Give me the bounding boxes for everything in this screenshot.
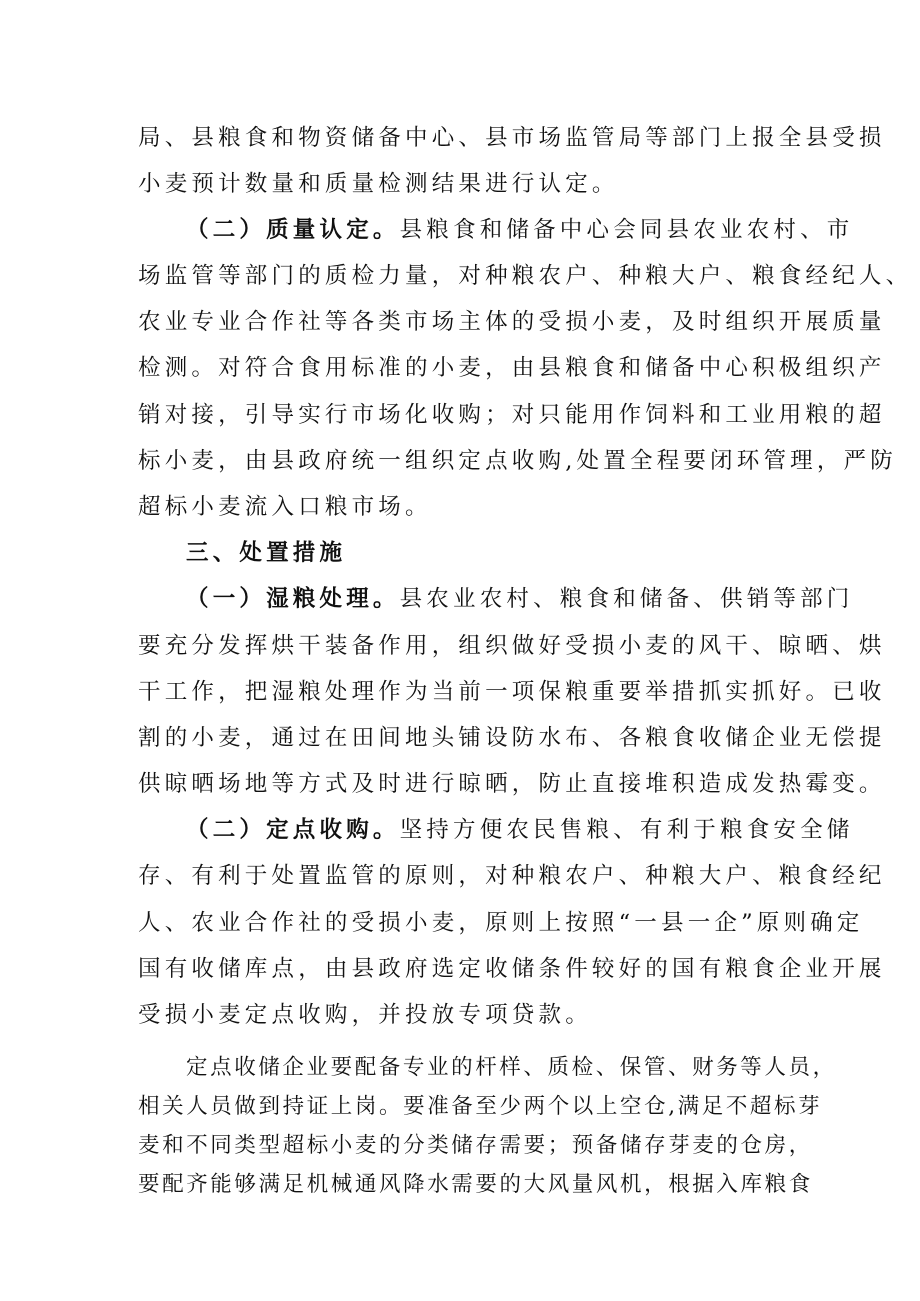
paragraph-line — [186, 584, 854, 614]
paragraph-text: 县粮食和储备中心会同县农业农村、市 — [399, 217, 854, 243]
paragraph-line: 要配齐能够满足机械通风降水需要的大风量风机，根据入库粮食 — [138, 1172, 813, 1197]
paragraph-line: 割的小麦，通过在田间地头铺设防水布、各粮食收储企业无偿提 — [138, 725, 886, 751]
section-lead-quality: （二）质量认定。 — [186, 217, 400, 243]
paragraph-line: 受损小麦定点收购，并投放专项贷款。 — [138, 1002, 592, 1028]
section-lead-wet-grain: （一）湿粮处理。 — [186, 586, 400, 612]
paragraph-line: 人、农业合作社的受损小麦，原则上按照“一县一企”原则确定 — [138, 910, 864, 936]
paragraph-line: 存、有利于处置监管的原则，对种粮农户、种粮大户、粮食经纪 — [138, 863, 886, 889]
paragraph-line: 场监管等部门的质检力量，对种粮农户、种粮大户、粮食经纪人、 — [138, 263, 913, 289]
paragraph-line: 超标小麦流入口粮市场。 — [138, 494, 432, 520]
section-lead-purchase: （二）定点收购。 — [186, 817, 400, 843]
paragraph-line: 干工作，把湿粮处理作为当前一项保粮重要举措抓实抓好。已收 — [138, 679, 886, 705]
paragraph-line: 标小麦，由县政府统一组织定点收购,处置全程要闭环管理，严防 — [138, 448, 897, 474]
paragraph-line: 检测。对符合食用标准的小麦，由县粮食和储备中心积极组织产 — [138, 355, 886, 381]
paragraph-line: 小麦预计数量和质量检测结果进行认定。 — [138, 171, 619, 197]
paragraph-line: 国有收储库点，由县政府选定收储条件较好的国有粮食企业开展 — [138, 956, 886, 982]
paragraph-line: 销对接，引导实行市场化收购；对只能用作饲料和工业用粮的超 — [138, 402, 886, 428]
paragraph-line: 局、县粮食和物资储备中心、县市场监管局等部门上报全县受损 — [138, 125, 886, 151]
paragraph-line: 要充分发挥烘干装备作用，组织做好受损小麦的风干、晾晒、烘 — [138, 633, 886, 659]
paragraph-text: 县农业农村、粮食和储备、供销等部门 — [399, 586, 854, 612]
paragraph-line: 农业专业合作社等各类市场主体的受损小麦，及时组织开展质量 — [138, 309, 886, 335]
section-heading: 三、处置措施 — [186, 540, 347, 566]
paragraph-line: 供晾晒场地等方式及时进行晾晒，防止直接堆积造成发热霉变。 — [138, 771, 886, 797]
paragraph-line — [186, 815, 854, 845]
paragraph-line — [186, 215, 854, 245]
paragraph-text: 坚持方便农民售粮、有利于粮食安全储 — [399, 817, 854, 843]
paragraph-line: 麦和不同类型超标小麦的分类储存需要；预备储存芽麦的仓房， — [138, 1133, 813, 1158]
paragraph-line: 相关人员做到持证上岗。要准备至少两个以上空仓,满足不超标芽 — [138, 1094, 823, 1119]
paragraph-line: 定点收储企业要配备专业的杆样、质检、保管、财务等人员， — [186, 1055, 837, 1080]
